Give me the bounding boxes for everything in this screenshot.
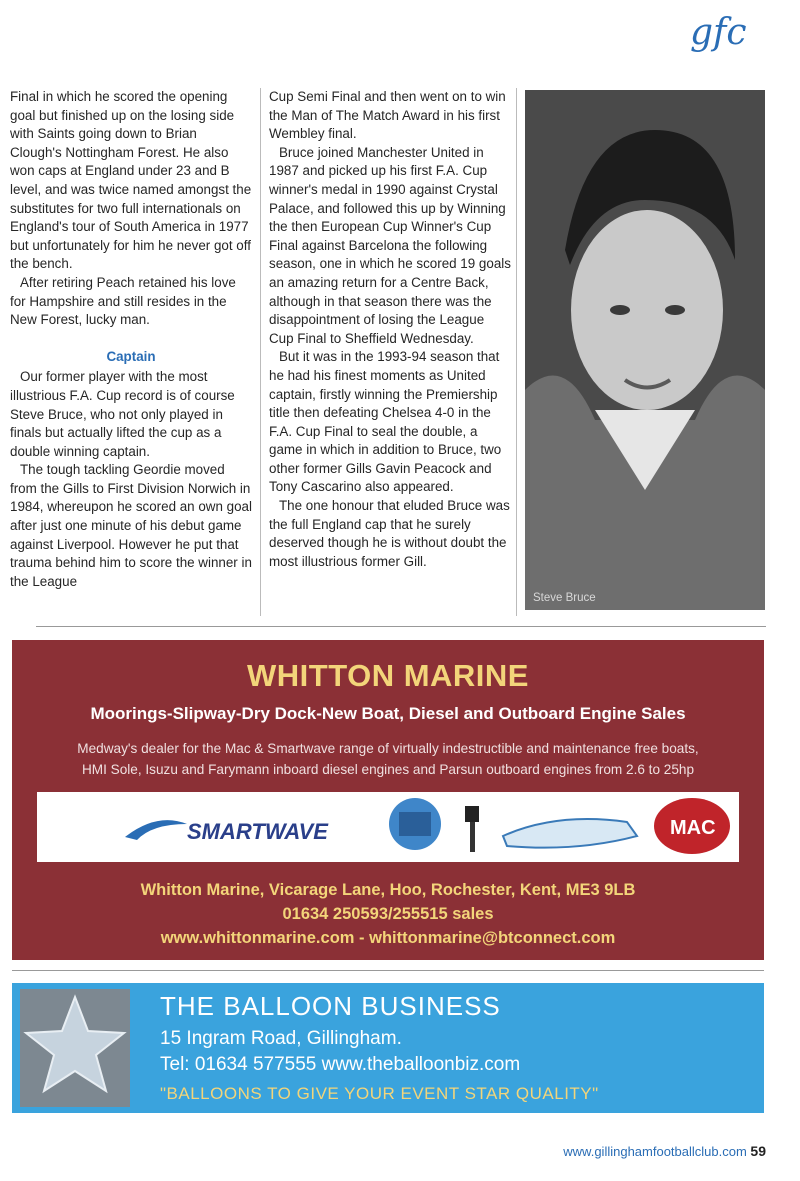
article-paragraph: The one honour that eluded Bruce was the full England cap that he surely deserved though he is without doubt the most illustrious former Gill. [269,498,510,569]
advert-address: Whitton Marine, Vicarage Lane, Hoo, Rochester, Kent, ME3 9LB [140,881,636,899]
advert-phone: 01634 250593/255515 sales [282,905,494,923]
club-logo [686,8,758,58]
divider [12,970,764,971]
portrait-illustration [525,90,765,610]
advert-web: www.whittonmarine.com - whittonmarine@btconnect.com [160,929,616,947]
engine-icon [389,798,441,850]
advert-contact [12,878,764,950]
article-column-1 [10,88,252,591]
advert-contact: Tel: 01634 577555 www.theballoonbiz.com [160,1054,521,1075]
advert-slogan: "BALLOONS TO GIVE YOUR EVENT STAR QUALITY" [160,1084,599,1103]
article-paragraph: But it was in the 1993-94 season that he had his finest moments as United captain, firstly winning the Premiership title then defeating Chelsea 4-0 in the F.A. Cup Final to seal the double, a game in which in addition to Bruce, two other former Gills Gavin Peacock and Tony Cascarino also appeared. [269,349,502,495]
balloon-business-advert [12,983,764,1113]
divider [36,626,766,627]
article-paragraph: Our former player with the most illustrious F.A. Cup record is of course Steve Bruce, who not only played in finals but actually lifted the cup as a double winning captain. [10,369,235,459]
svg-text:SMARTWAVE: SMARTWAVE [187,819,328,844]
article-paragraph: The tough tackling Geordie moved from the Gills to First Division Norwich in 1984, whereupon he scored an own goal after just one minute of his debut game against Liverpool. However he put that trauma behind him to score the winner in the League [10,462,252,589]
photo-caption: Steve Bruce [533,592,596,604]
article-paragraph: Cup Semi Final and then went on to win the Man of The Match Award in his first Wembley final. [269,89,506,142]
column-divider [260,88,261,616]
page-footer [563,1143,766,1159]
advert-address: 15 Ingram Road, Gillingham. [160,1028,402,1049]
balloon-photo [20,989,130,1107]
advert-description-line: Medway's dealer for the Mac & Smartwave range of virtually indestructible and maintenance free boats, [77,741,699,756]
advert-title: WHITTON MARINE [247,658,529,693]
footer-url: www.gillinghamfootballclub.com [563,1144,747,1159]
player-photo [525,90,765,610]
section-subheading: Captain [106,348,156,364]
star-balloon-icon [20,989,130,1107]
outboard-motor-icon [465,806,479,852]
article-paragraph: Final in which he scored the opening goal but finished up on the losing side with Saints going down to Brian Clough's Nottingham Forest. He also won caps at England under 23 and B level, and was twice named amongst the substitutes for two full internationals on England's tour of South America in 1977 but unfortunately for him he never got off the bench. [10,89,252,272]
whitton-marine-advert [12,640,764,960]
column-divider [516,88,517,616]
mac-badge-icon [654,798,730,854]
product-strip [37,792,739,862]
product-logos [37,792,739,862]
advert-description [26,738,750,780]
page-number: 59 [750,1143,766,1159]
advert-description-line: HMI Sole, Isuzu and Farymann inboard diesel engines and Parsun outboard engines from 2.6 to 25hp [81,762,695,777]
advert-tagline: Moorings-Slipway-Dry Dock-New Boat, Diesel and Outboard Engine Sales [90,704,686,723]
svg-text:MAC: MAC [670,817,716,839]
article-column-2 [269,88,511,571]
article-paragraph: After retiring Peach retained his love for Hampshire and still resides in the New Forest, lucky man. [10,274,236,328]
svg-text:gfc: gfc [690,12,747,53]
boat-icon [503,819,637,848]
advert-title: THE BALLOON BUSINESS [160,991,501,1021]
article-paragraph: Bruce joined Manchester United in 1987 and picked up his first F.A. Cup winner's medal in 1990 against Crystal Palace, and followed this up by Winning the then European Cup Winner's Cup Final against Barcelona the following season, one in which he scored 19 goals an amazing return for a Centre Back, although in that season there was the disappointment of losing the League Cup Final to Sheffield Wednesday. [269,144,511,346]
